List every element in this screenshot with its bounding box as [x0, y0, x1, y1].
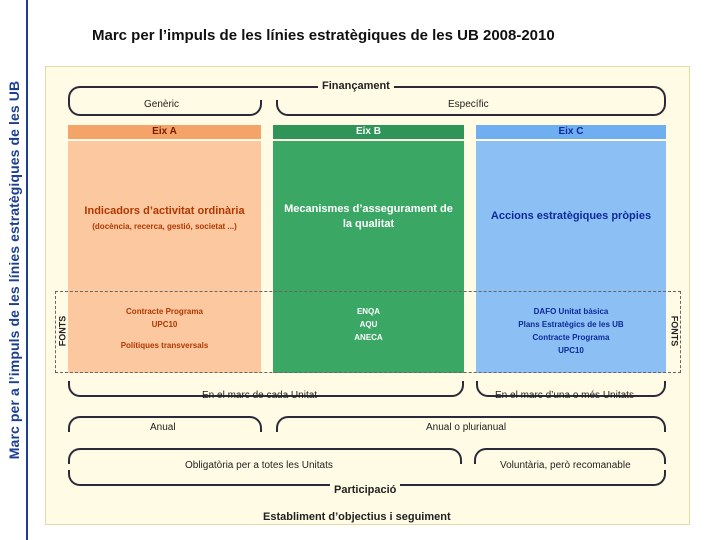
eix-c-font-item: DAFO Unitat bàsica — [533, 307, 609, 316]
eix-c-font-item: Contracte Programa — [532, 333, 610, 342]
eix-a-font-item: Polítiques transversals — [120, 341, 209, 350]
eix-a-subtitle: (docència, recerca, gestió, societat ...) — [92, 222, 237, 231]
eix-b-text: Mecanismes d’assegurament de la qualitat — [284, 203, 453, 230]
eix-a-head: Eix A — [68, 125, 261, 139]
eix-b-font-item: ENQA — [356, 307, 381, 316]
una-mes-label: En el marc d’una o més Unitats — [495, 390, 634, 401]
generic-label: Genèric — [140, 99, 183, 110]
eix-b-font-item: AQU — [359, 320, 378, 329]
eix-b-fonts — [277, 305, 460, 344]
side-bar — [0, 0, 28, 540]
eix-a-title: Indicadors d’activitat ordinària — [84, 205, 245, 217]
financament-title: Finançament — [318, 80, 394, 92]
eix-c-font-item: Plans Estratègics de les UB — [518, 320, 624, 329]
page-title: Marc per l’impuls de les línies estratègiques de les UB 2008-2010 — [92, 27, 555, 44]
eix-a-font-item: UPC10 — [151, 320, 178, 329]
eix-a-fonts — [72, 305, 257, 352]
eix-a-text — [72, 204, 257, 234]
eix-c-fonts — [480, 305, 662, 357]
especific-label: Específic — [444, 99, 493, 110]
obligatoria-label: Obligatòria per a totes les Unitats — [181, 460, 337, 471]
eix-c-font-item: UPC10 — [558, 346, 584, 355]
fonts-label-right: FONTS — [669, 315, 680, 347]
voluntaria-label: Voluntària, però recomanable — [496, 460, 635, 471]
participacio-title: Participació — [330, 484, 400, 496]
eix-b-font-item: ANECA — [354, 333, 383, 342]
footer-title: Establiment d’objectius i seguiment — [263, 511, 451, 523]
eix-c-head: Eix C — [476, 125, 666, 139]
fonts-label-left: FONTS — [57, 315, 68, 347]
anual-label: Anual — [146, 422, 180, 433]
eix-c-text: Accions estratègiques pròpies — [490, 210, 652, 222]
cada-unitat-label: En el marc de cada Unitat — [202, 390, 318, 401]
plurianual-label: Anual o plurianual — [422, 422, 510, 433]
eix-a-font-item: Contracte Programa — [126, 307, 203, 316]
side-title: Marc per a l’impuls de les línies estratègiques de les UB — [6, 80, 22, 460]
eix-b-head: Eix B — [273, 125, 464, 139]
